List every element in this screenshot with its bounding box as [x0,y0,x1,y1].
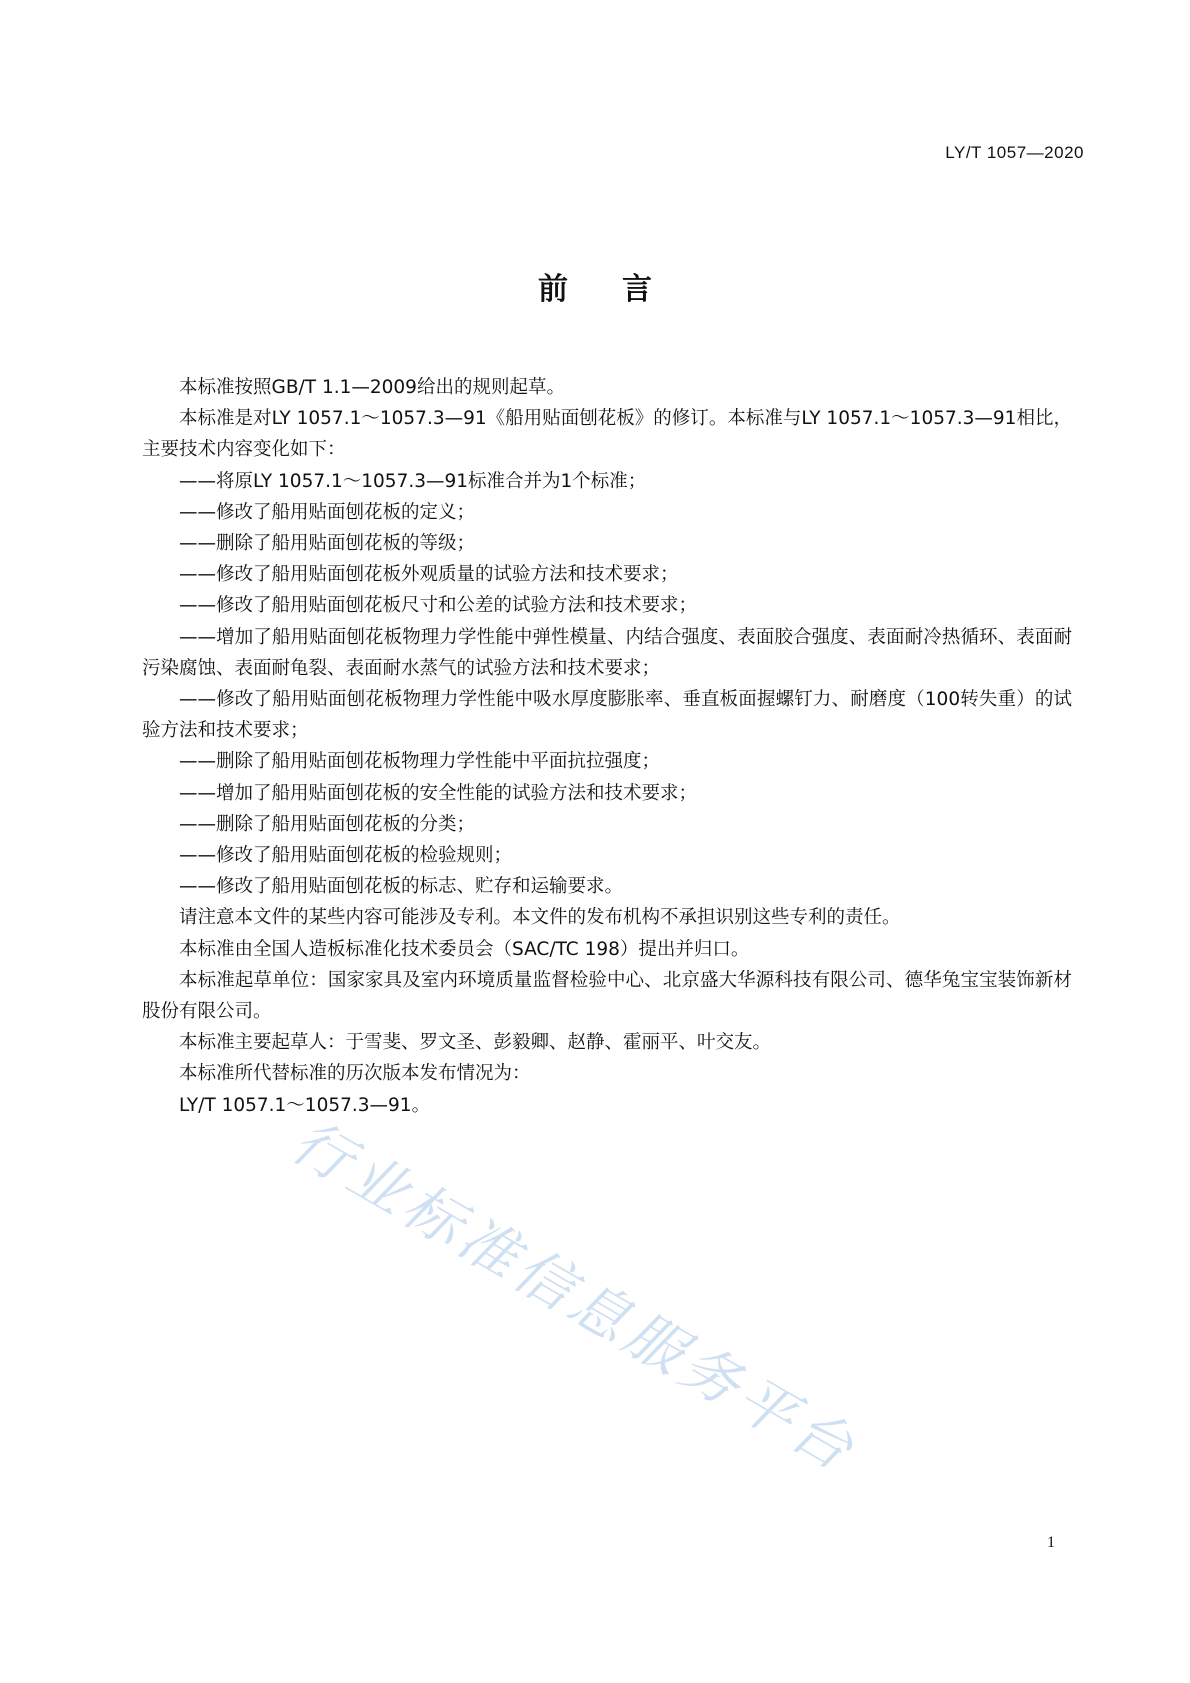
paragraph: 本标准主要起草人：于雪斐、罗文圣、彭毅卿、赵静、霍丽平、叶交友。 [179,1032,772,1054]
change-item: ——将原LY 1057.1～1057.3—91标准合并为1个标准； [179,470,647,492]
change-item: ——修改了船用贴面刨花板尺寸和公差的试验方法和技术要求； [179,595,698,617]
change-item: ——删除了船用贴面刨花板物理力学性能中平面抗拉强度； [179,751,661,773]
change-item: ——修改了船用贴面刨花板的标志、贮存和运输要求。 [179,876,624,898]
paragraph: 本标准起草单位：国家家具及室内环境质量监督检验中心、北京盛大华源科技有限公司、德华兔宝宝装饰新材股份有限公司。 [142,969,1072,1023]
change-item: ——删除了船用贴面刨花板的分类； [179,813,476,835]
paragraph: 请注意本文件的某些内容可能涉及专利。本文件的发布机构不承担识别这些专利的责任。 [179,907,901,929]
standard-code: LY/T 1057—2020 [945,143,1084,162]
page-number: 1 [1047,1534,1055,1551]
foreword-body [142,372,1072,1121]
change-item: ——修改了船用贴面刨花板的检验规则； [179,845,513,867]
page-title: 前言 [538,272,706,307]
paragraph: 本标准按照GB/T 1.1—2009给出的规则起草。 [179,377,565,398]
paragraph: 本标准所代替标准的历次版本发布情况为： [179,1063,531,1085]
paragraph: 本标准是对LY 1057.1～1057.3—91《船用贴面刨花板》的修订。本标准与LY 1057.1～1057.3—91相比，主要技术内容变化如下： [142,408,1072,461]
watermark-text: 行业标准信息服务平台 [280,1106,869,1486]
paragraph: 本标准由全国人造板标准化技术委员会（SAC/TC 198）提出并归口。 [179,938,750,960]
change-item: ——修改了船用贴面刨花板外观质量的试验方法和技术要求； [179,564,679,586]
change-item: ——删除了船用贴面刨花板的等级； [179,533,476,555]
change-item: ——增加了船用贴面刨花板物理力学性能中弹性模量、内结合强度、表面胶合强度、表面耐冷热循环、表面耐污染腐蚀、表面耐龟裂、表面耐水蒸气的试验方法和技术要求； [142,626,1072,679]
change-item: ——增加了船用贴面刨花板的安全性能的试验方法和技术要求； [179,782,698,804]
change-item: ——修改了船用贴面刨花板物理力学性能中吸水厚度膨胀率、垂直板面握螺钉力、耐磨度（100转失重）的试验方法和技术要求； [142,689,1072,742]
paragraph: LY/T 1057.1～1057.3—91。 [179,1094,431,1116]
change-item: ——修改了船用贴面刨花板的定义； [179,501,476,523]
